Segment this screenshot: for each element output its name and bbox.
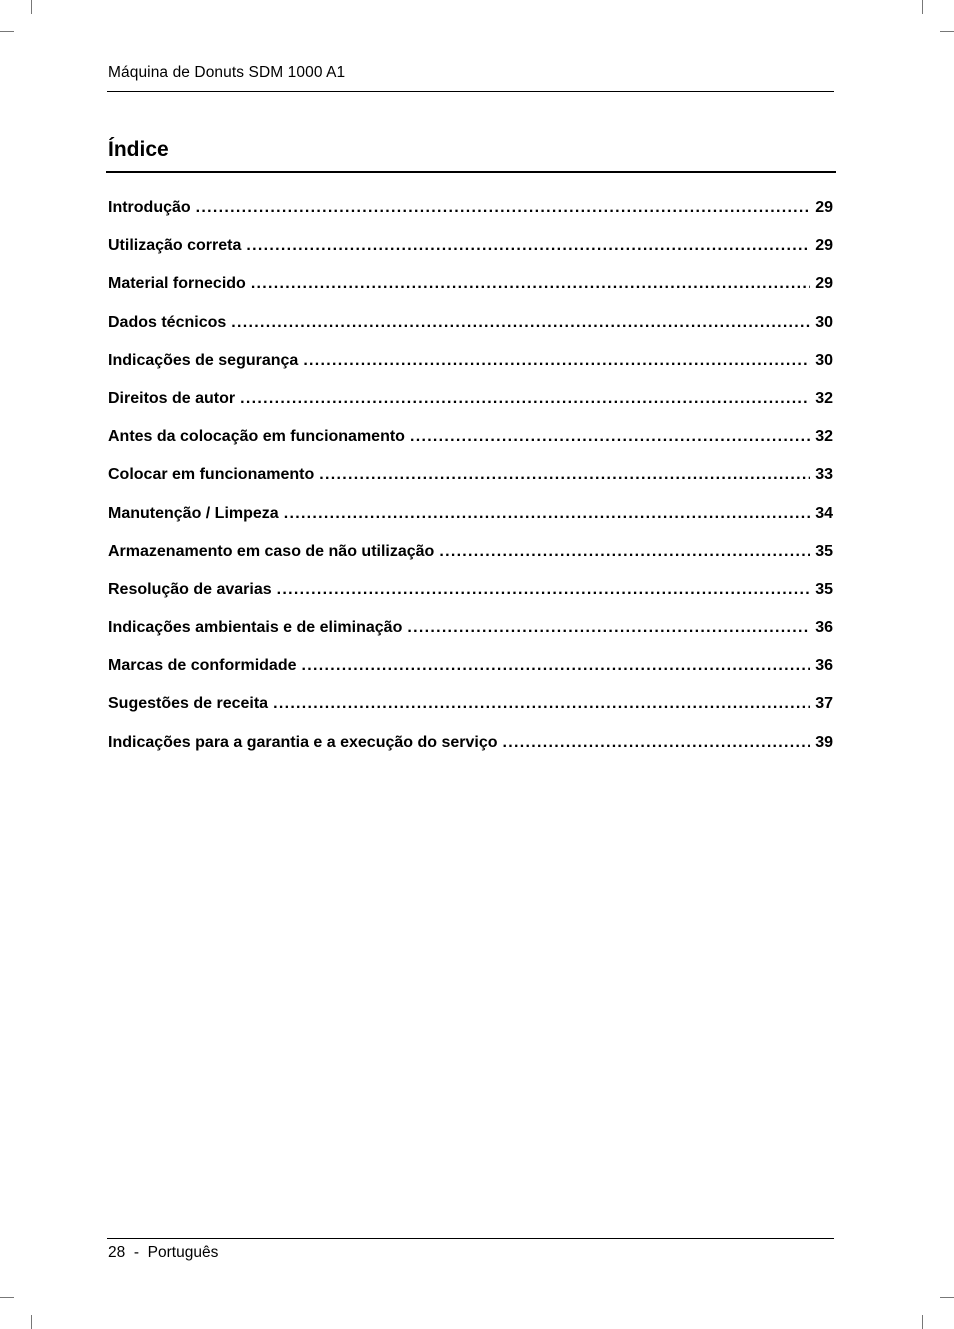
crop-mark-right-top <box>940 31 954 32</box>
toc-entry-label: Resolução de avarias <box>108 580 272 598</box>
toc-dot-leader <box>240 390 810 408</box>
toc-entry[interactable] <box>108 314 833 352</box>
toc-dot-leader <box>302 657 811 675</box>
toc-dot-leader <box>251 275 810 293</box>
toc-dot-leader <box>439 543 810 561</box>
toc-entry[interactable] <box>108 505 833 543</box>
toc-entry-label: Indicações para a garantia e a execução do serviço <box>108 733 498 751</box>
toc-entry-page-number: 32 <box>815 389 833 407</box>
toc-dot-leader <box>319 466 810 484</box>
toc-entry-label: Introdução <box>108 199 191 216</box>
toc-entry[interactable] <box>108 275 833 313</box>
toc-entry[interactable] <box>108 390 833 428</box>
toc-entry-page-number: 34 <box>815 504 833 522</box>
title-rule <box>106 171 836 173</box>
toc-entry-label: Utilização correta <box>108 237 242 255</box>
header-rule <box>107 91 834 92</box>
toc-entry-label: Indicações ambientais e de eliminação <box>108 619 403 637</box>
toc-entry-label: Direitos de autor <box>108 389 236 407</box>
page-title: Índice <box>108 138 169 161</box>
toc-entry-page-number: 30 <box>815 351 833 369</box>
toc-dot-leader <box>410 428 810 446</box>
running-header: Máquina de Donuts SDM 1000 A1 <box>108 64 346 81</box>
toc-entry-label: Indicações de segurança <box>108 351 299 369</box>
toc-entry-label: Dados técnicos <box>108 313 227 331</box>
toc-entry-page-number: 33 <box>815 466 833 484</box>
crop-mark-left-top <box>0 31 14 32</box>
toc-entry-label: Sugestões de receita <box>108 695 269 713</box>
toc-entry-page-number: 39 <box>815 733 833 751</box>
toc-dot-leader <box>196 199 811 217</box>
toc-entry-page-number: 29 <box>815 237 833 255</box>
toc-entry[interactable] <box>108 695 833 733</box>
toc-entry[interactable] <box>108 734 833 772</box>
toc-entry[interactable] <box>108 543 833 581</box>
toc-entry[interactable] <box>108 466 833 504</box>
toc-entry-page-number: 37 <box>815 695 833 713</box>
toc-entry[interactable] <box>108 199 833 237</box>
toc-entry-page-number: 29 <box>815 199 833 216</box>
toc-dot-leader <box>284 505 811 523</box>
toc-entry-label: Colocar em funcionamento <box>108 466 315 484</box>
toc-entry-page-number: 36 <box>815 619 833 637</box>
footer-page-number: 28 <box>108 1244 126 1261</box>
toc-entry-label: Manutenção / Limpeza <box>108 504 279 522</box>
toc-entry-label: Armazenamento em caso de não utilização <box>108 542 435 560</box>
toc-entry[interactable] <box>108 352 833 390</box>
toc-dot-leader <box>303 352 810 370</box>
crop-mark-bottom-right <box>922 1315 923 1329</box>
page-footer <box>108 1244 218 1262</box>
toc-entry[interactable] <box>108 619 833 657</box>
toc-entry-page-number: 32 <box>815 428 833 446</box>
toc-dot-leader <box>407 619 810 637</box>
toc-entry[interactable] <box>108 657 833 695</box>
toc-dot-leader <box>277 581 811 599</box>
toc-entry-page-number: 35 <box>815 542 833 560</box>
crop-mark-left-bottom <box>0 1297 14 1298</box>
toc-entry-label: Antes da colocação em funcionamento <box>108 428 405 446</box>
toc-entry[interactable] <box>108 581 833 619</box>
toc-entry-label: Marcas de conformidade <box>108 657 297 675</box>
toc-dot-leader <box>231 314 810 332</box>
toc-entry-page-number: 35 <box>815 580 833 598</box>
footer-rule <box>107 1238 834 1239</box>
toc-entry-page-number: 30 <box>815 313 833 331</box>
table-of-contents <box>108 199 833 772</box>
toc-entry[interactable] <box>108 428 833 466</box>
toc-entry-page-number: 29 <box>815 275 833 293</box>
crop-mark-right-bottom <box>940 1297 954 1298</box>
toc-dot-leader <box>273 695 810 713</box>
toc-entry-label: Material fornecido <box>108 275 246 293</box>
footer-language: Português <box>147 1244 219 1261</box>
crop-mark-bottom-left <box>31 1315 32 1329</box>
toc-entry-page-number: 36 <box>815 657 833 675</box>
crop-mark-top-right <box>922 0 923 14</box>
footer-separator: - <box>133 1244 140 1261</box>
crop-mark-top-left <box>31 0 32 14</box>
toc-dot-leader <box>503 734 811 752</box>
toc-dot-leader <box>246 237 810 255</box>
toc-entry[interactable] <box>108 237 833 275</box>
